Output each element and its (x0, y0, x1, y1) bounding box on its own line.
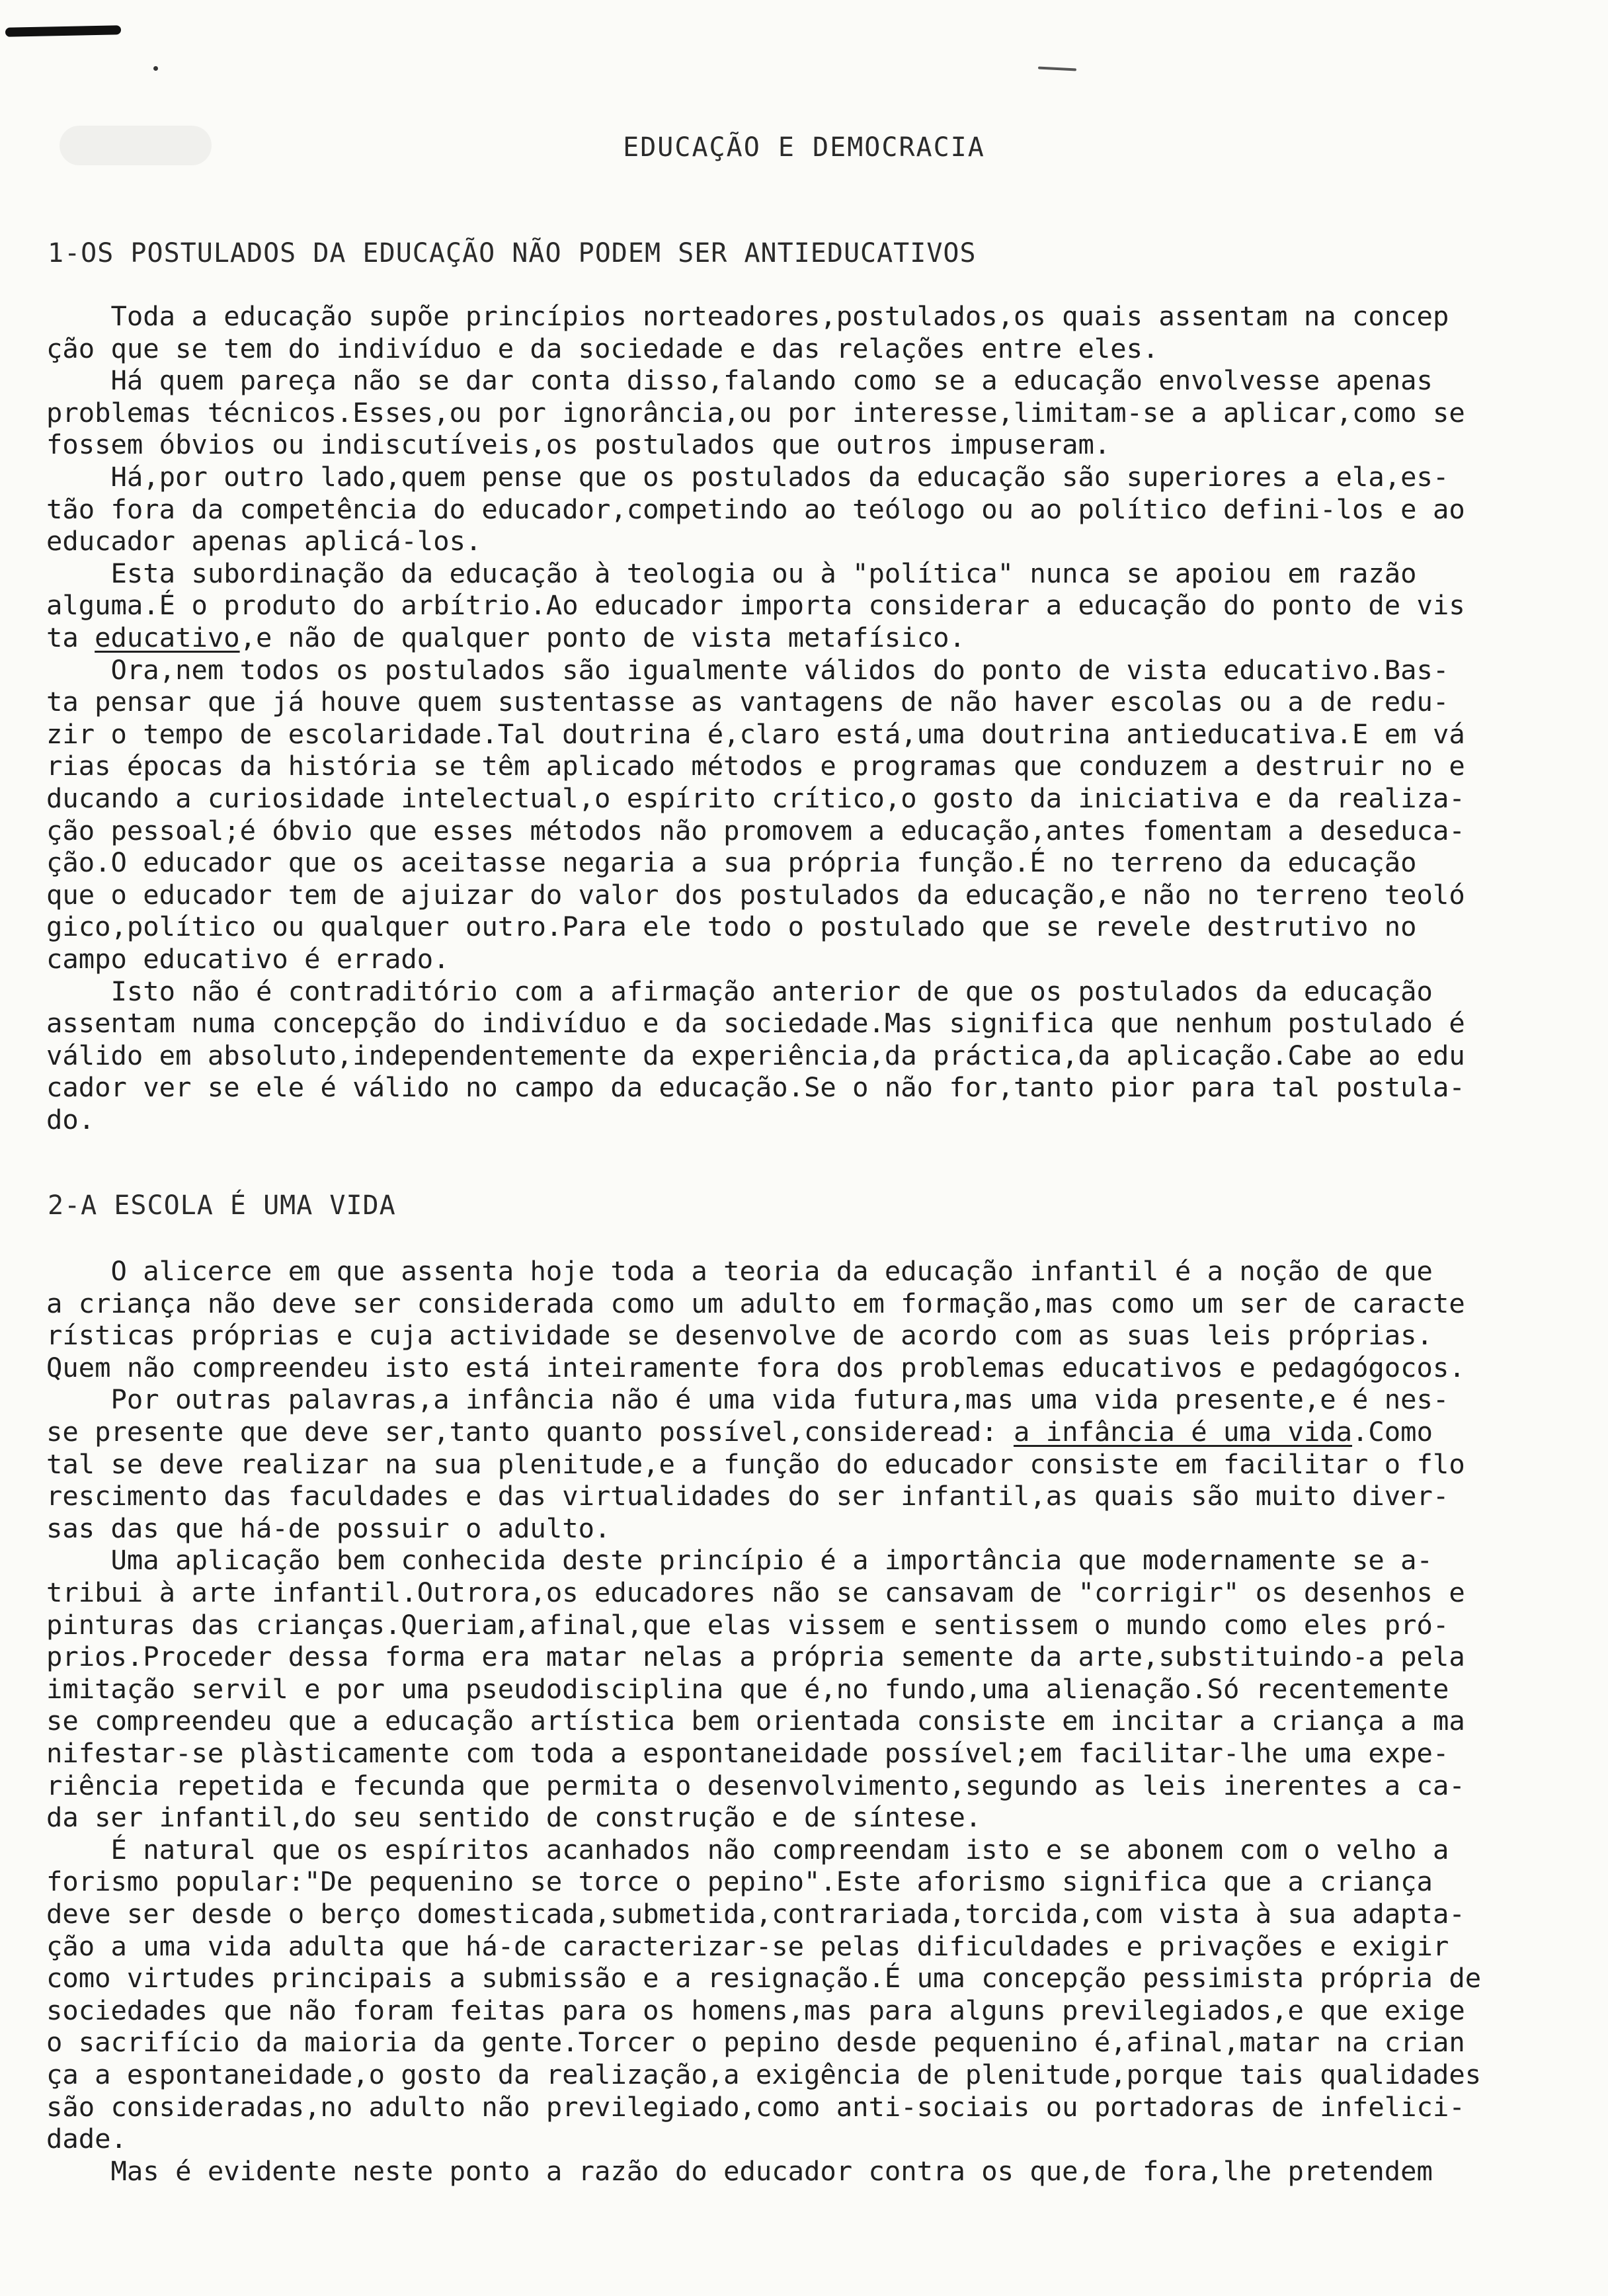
section-2-line: ção a uma vida adulta que há-de caracterizar-se pelas dificuldades e privações e exigir (46, 1930, 1449, 1962)
section-2-line: sas das que há-de possuir o adulto. (46, 1512, 611, 1544)
section-2-heading: 2-A ESCOLA É UMA VIDA (48, 1190, 396, 1221)
section-1-line: problemas técnicos.Esses,ou por ignorância,ou por interesse,limitam-se a aplicar,como se (46, 396, 1465, 429)
section-1-line: Ora,nem todos os postulados são igualmente válidos do ponto de vista educativo.Bas- (46, 653, 1449, 686)
section-2-line: tal se deve realizar na sua plenitude,e a função do educador consiste em facilitar o flo (46, 1448, 1465, 1480)
section-2-line: Por outras palavras,a infância não é uma vida futura,mas uma vida presente,e é nes- (46, 1383, 1449, 1416)
section-2-line: prios.Proceder dessa forma era matar nelas a própria semente da arte,substituindo-a pela (46, 1641, 1465, 1673)
section-1-line: ducando a curiosidade intelectual,o espírito crítico,o gosto da iniciativa e da realiza- (46, 782, 1465, 814)
section-2-line: É natural que os espíritos acanhados não compreendam isto e se abonem com o velho a (46, 1833, 1449, 1866)
section-1-line: campo educativo é errado. (46, 943, 450, 975)
section-2-line: a criança não deve ser considerada como um adulto em formação,mas como um ser de caracte (46, 1287, 1465, 1319)
section-1-line: ção.O educador que os aceitasse negaria a sua própria função.É no terreno da educação (46, 846, 1417, 879)
section-2-line: como virtudes principais a submissão e a resignação.É uma concepção pessimista própria de (46, 1962, 1482, 1994)
section-1-line: ção pessoal;é óbvio que esses métodos não promovem a educação,antes fomentam a deseduca- (46, 814, 1465, 846)
section-2-line: nifestar-se plàsticamente com toda a espontaneidade possível;em facilitar-lhe uma expe- (46, 1737, 1449, 1769)
section-2-line: imitação servil e por uma pseudodisciplina que é,no fundo,uma alienação.Só recentemente (46, 1672, 1449, 1705)
section-2-line: rescimento das faculdades e das virtualidades do ser infantil,as quais são muito diver- (46, 1480, 1449, 1512)
section-2-line: pinturas das crianças.Queriam,afinal,que elas vissem e sentissem o mundo como eles pró- (46, 1608, 1449, 1641)
section-2-line: o sacrifício da maioria da gente.Torcer o pepino desde pequenino é,afinal,matar na crian (46, 2026, 1465, 2059)
ink-dash (1038, 66, 1076, 71)
section-2-line: forismo popular:"De pequenino se torce o pepino".Este aforismo significa que a criança (46, 1866, 1433, 1898)
section-2-line: se compreendeu que a educação artística bem orientada consiste em incitar a criança a ma (46, 1705, 1465, 1737)
document-title: EDUCAÇÃO E DEMOCRACIA (623, 132, 985, 163)
section-2-line: sociedades que não foram feitas para os homens,mas para alguns previlegiados,e que exige (46, 1994, 1465, 2026)
ink-mark (5, 25, 121, 37)
section-2-line: da ser infantil,do seu sentido de construção e de síntese. (46, 1801, 982, 1834)
section-1-line: ta educativo,e não de qualquer ponto de vista metafísico. (46, 622, 965, 653)
section-1-line: zir o tempo de escolaridade.Tal doutrina é,claro está,uma doutrina antieducativa.E em vá (46, 718, 1465, 750)
section-2-line: rísticas próprias e cuja actividade se desenvolve de acordo com as suas leis próprias. (46, 1319, 1433, 1352)
section-1-line: cador ver se ele é válido no campo da educação.Se o não for,tanto pior para tal postula- (46, 1071, 1465, 1104)
section-2-line: ça a espontaneidade,o gosto da realização,a exigência de plenitude,porque tais qualidades (46, 2059, 1482, 2090)
section-1-line: rias épocas da história se têm aplicado métodos e programas que conduzem a destruir no e (46, 750, 1465, 782)
section-2-line: deve ser desde o berço domesticada,submetida,contrariada,torcida,com vista à sua adapta- (46, 1898, 1465, 1930)
section-1-line: ta pensar que já houve quem sustentasse as vantagens de não haver escolas ou a de redu- (46, 686, 1449, 718)
section-1-heading: 1-OS POSTULADOS DA EDUCAÇÃO NÃO PODEM SER ANTIEDUCATIVOS (48, 238, 977, 268)
section-1-line: Há,por outro lado,quem pense que os postulados da educação são superiores a ela,es- (46, 461, 1449, 493)
section-1-line: Isto não é contraditório com a afirmação anterior de que os postulados da educação (46, 975, 1433, 1007)
section-1-line: alguma.É o produto do arbítrio.Ao educador importa considerar a educação do ponto de vis (46, 589, 1465, 622)
section-2-line: O alicerce em que assenta hoje toda a teoria da educação infantil é a noção de que (46, 1255, 1433, 1287)
section-2-line: Uma aplicação bem conhecida deste princípio é a importância que modernamente se a- (46, 1544, 1433, 1577)
section-1-line: do. (46, 1104, 95, 1135)
section-1-line: Há quem pareça não se dar conta disso,falando como se a educação envolvesse apenas (46, 364, 1433, 397)
section-1-line: gico,político ou qualquer outro.Para ele todo o postulado que se revele destrutivo no (46, 911, 1417, 943)
section-1-line: educador apenas aplicá-los. (46, 525, 482, 557)
section-2-line: riência repetida e fecunda que permita o desenvolvimento,segundo as leis inerentes a ca- (46, 1769, 1465, 1801)
section-1-line: Toda a educação supõe princípios norteadores,postulados,os quais assentam na concep (46, 300, 1449, 332)
section-2-line: se presente que deve ser,tanto quanto possível,consideread: a infância é uma vida.Como (46, 1416, 1433, 1448)
section-1-line: que o educador tem de ajuizar do valor dos postulados da educação,e não no terreno teoló (46, 878, 1465, 911)
section-2-line: tribui à arte infantil.Outrora,os educadores não se cansavam de "corrigir" os desenhos e (46, 1577, 1465, 1608)
section-1-line: tão fora da competência do educador,competindo ao teólogo ou ao político defini-los e ao (46, 493, 1465, 525)
section-2-line: Mas é evidente neste ponto a razão do educador contra os que,de fora,lhe pretendem (46, 2154, 1433, 2187)
ink-dot (153, 66, 158, 71)
section-1-line: ção que se tem do indivíduo e da sociedade e das relações entre eles. (46, 332, 1159, 364)
section-2-line: dade. (46, 2123, 127, 2155)
section-1-line: Esta subordinação da educação à teologia ou à "política" nunca se apoiou em razão (46, 557, 1417, 589)
section-2-line: Quem não compreendeu isto está inteiramente fora dos problemas educativos e pedagógocos. (46, 1351, 1465, 1383)
section-2-line: são consideradas,no adulto não previlegiado,como anti-sociais ou portadoras de infelici- (46, 2090, 1465, 2123)
section-1-line: fossem óbvios ou indiscutíveis,os postulados que outros impuseram. (46, 429, 1111, 461)
section-1-line: assentam numa concepção do indivíduo e da sociedade.Mas significa que nenhum postulado é (46, 1007, 1465, 1040)
section-1-line: válido em absoluto,independentemente da experiência,da práctica,da aplicação.Cabe ao edu (46, 1039, 1465, 1071)
